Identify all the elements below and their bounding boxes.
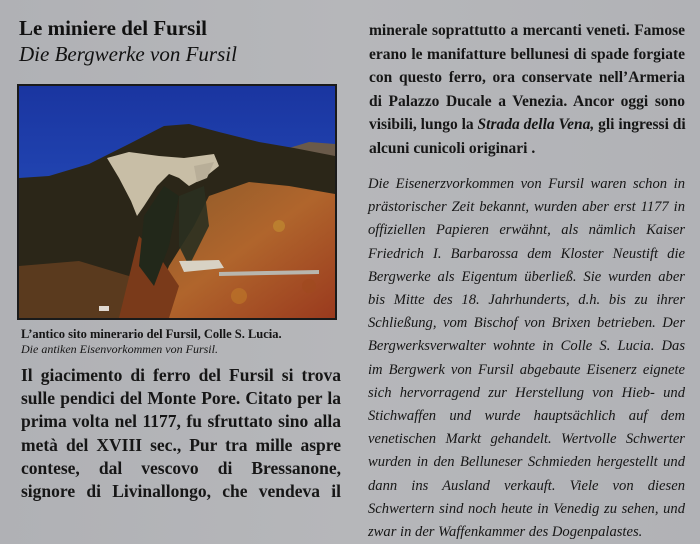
text-line: sulle pendici del Monte Pore. Citato per la (21, 388, 341, 409)
text-line: venetischen Markt gehandelt. Wertvolle Schwerter (368, 431, 685, 448)
text-line: prästorischer Zeit bekannt, wurden aber erst 1177 in (368, 199, 685, 216)
text-line: dann ins Ausland verkauft. Viele von diesen (368, 477, 685, 494)
text-line: offiziellen Papieren erwähnt, als nämlich Kaiser (368, 222, 685, 239)
text-line: bis Mitte des 18. Jahrhunderts, d.h. bis zu ihrer (368, 292, 685, 309)
text-line: Die Eisenerzvorkommen von Fursil waren schon in (368, 176, 685, 192)
text-line: wurden in den Belluneser Schmieden hergestellt und (368, 454, 685, 471)
text-line: zwar in der Waffenkammer des Dogenpalastes. (368, 524, 643, 541)
photo-caption-italian: L’antico sito minerario del Fursil, Colle S. Lucia. (21, 327, 282, 341)
text-line: Bergwerksverwalter wohnte in Colle S. Lucia. Das (368, 338, 685, 355)
text-line-with-emphasis (369, 113, 685, 137)
strada-della-vena-emphasis: Strada della Vena, (477, 116, 595, 133)
text-line: signore di Livinallongo, che vendeva il (21, 481, 341, 502)
text-fragment: gli ingressi di (594, 116, 686, 133)
photo-caption-german: Die antiken Eisenvorkommen von Fursil. (21, 342, 218, 356)
text-line: prima volta nel 1177, fu sfruttato sino alla (21, 411, 341, 432)
text-line: Bergwerke als Eigentum überließ. Sie wurden aber (368, 268, 685, 285)
text-fragment: visibili, lungo la (369, 116, 478, 133)
text-line: alcuni cunicoli originari . (369, 139, 536, 157)
german-text-column (368, 173, 685, 544)
text-line: minerale soprattutto a mercanti veneti. Famose (369, 22, 685, 39)
landscape-image-icon (19, 86, 335, 318)
text-line: sich hervorragend zur Herstellung von Hieb- und (368, 384, 685, 401)
text-line: im Bergwerk von Fursil abgebaute Eisenerz eignete (368, 361, 685, 378)
text-line: Friedrich I. Barbarossa dem Kloster Neustift die (368, 245, 685, 262)
italian-text-left-column (21, 364, 341, 503)
mountain-photo (17, 84, 337, 320)
text-line: erano le manifatture bellunesi di spade forgiate (369, 45, 685, 63)
text-line: contese, dal vescovo di Bressanone, (21, 457, 341, 478)
italian-text-right-column (369, 19, 685, 160)
page-subtitle-german: Die Bergwerke von Fursil (19, 42, 237, 66)
text-line: Stichwaffen und wurde hauptsächlich auf dem (368, 408, 685, 425)
text-line: metà del XVIII sec., Pur tra mille aspre (21, 434, 341, 455)
text-line: con questo ferro, ora conservate nell’Armeria (369, 69, 685, 86)
text-line: Il giacimento di ferro del Fursil si trova (21, 365, 341, 385)
text-line: Schließung, vom Bischof von Brixen betrieben. Der (368, 315, 685, 332)
page-title: Le miniere del Fursil (19, 16, 208, 40)
text-line: Schwertern sind noch heute in Venedig zu sehen, und (368, 500, 685, 517)
text-line: di Palazzo Ducale a Venezia. Ancor oggi sono (369, 92, 685, 110)
